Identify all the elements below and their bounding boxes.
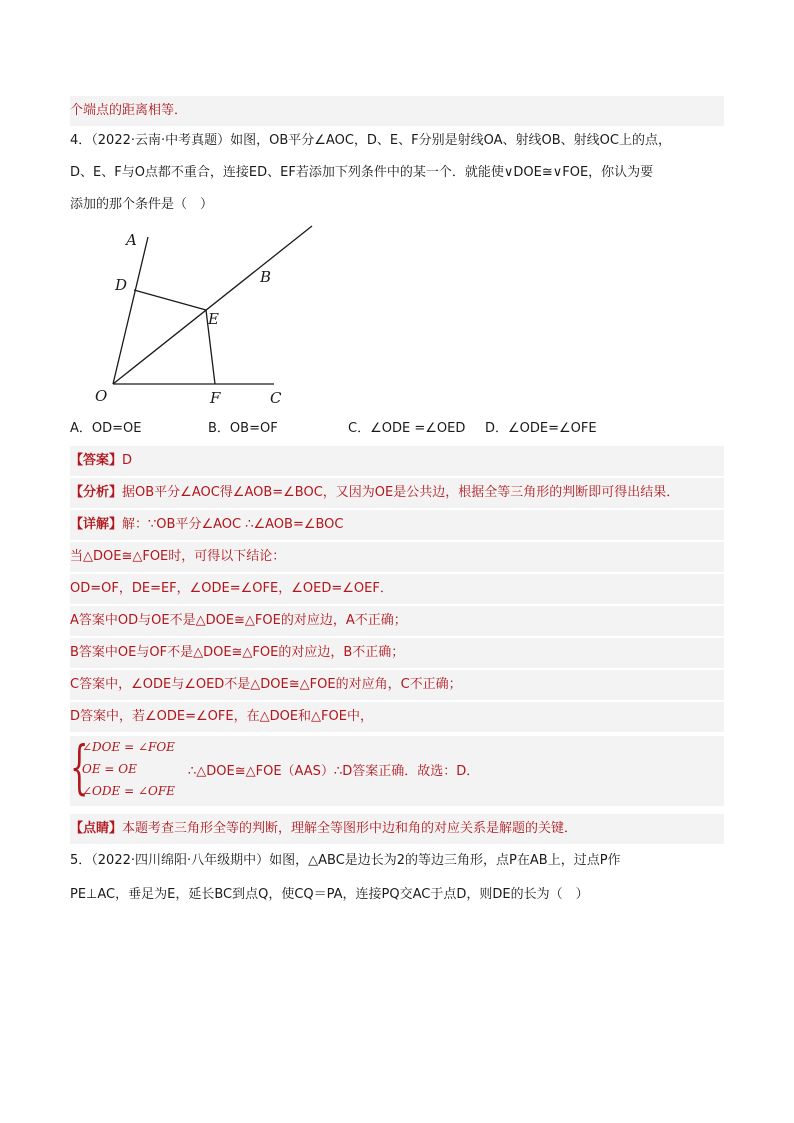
label-d: D [115,276,128,294]
detail-line: C答案中，∠ODE与∠OED不是△DOE≅△FOE的对应角，C不正确； [70,670,724,700]
comment-text: 本题考查三角形全等的判断，理解全等图形中边和角的对应关系是解题的关键． [122,821,578,836]
label-o: O [95,387,108,405]
label-b: B [260,268,272,286]
choice-d[interactable]: D．∠ODE=∠OFE [485,421,597,436]
left-brace: { [70,733,89,801]
system-row: OE = OE [82,762,137,776]
label-c: C [270,389,282,407]
detail-line: D答案中，若∠ODE=∠OFE，在△DOE和△FOE中， [70,702,724,732]
analysis-row [70,478,724,508]
comment-row [70,814,724,844]
q5-line-2: PE⊥AC，垂足为E，延长BC到点Q，使CQ＝PA，连接PQ交AC于点D，则DE的长为（ ） [70,887,589,902]
system-row: ∠DOE = ∠FOE [82,740,175,754]
analysis-tag: 【分析】 [70,485,123,500]
q5-line-1: 5．（2022·四川绵阳·八年级期中）如图，△ABC是边长为2的等边三角形，点P在AB上，过点P作 [70,853,621,868]
previous-solution-tail: 个端点的距离相等． [70,96,724,126]
segment-de [134,290,206,310]
ray-oa [113,237,148,384]
detail-row [70,510,724,540]
system-row: ∠ODE = ∠OFE [82,784,175,798]
choice-c[interactable]: C．∠ODE =∠OED [348,421,466,436]
detail-line: A答案中OD与OE不是△DOE≅△FOE的对应边，A不正确； [70,606,724,636]
q4-line-3: 添加的那个条件是（ ） [70,197,214,212]
comment-tag: 【点睛】 [70,821,123,836]
label-a: A [126,231,137,249]
q4-choices [70,415,724,443]
geometry-figure [86,224,326,414]
choice-b[interactable]: B．OB=OF [208,421,278,436]
detail-line: B答案中OE与OF不是△DOE≅△FOE的对应边，B不正确； [70,638,724,668]
choice-a[interactable]: A．OD=OE [70,421,142,436]
answer-row [70,446,724,476]
analysis-text: 据OB平分∠AOC得∠AOB=∠BOC，又因为OE是公共边，根据全等三角形的判断即可得出结果． [122,485,680,500]
label-e: E [208,310,219,328]
answer-value: D [122,453,133,468]
detail-tag: 【详解】 [70,517,123,532]
detail-intro: 解：∵OB平分∠AOC ∴∠AOB=∠BOC [122,517,344,532]
detail-line: OD=OF，DE=EF，∠ODE=∠OFE，∠OED=∠OEF． [70,574,724,604]
answer-tag: 【答案】 [70,453,123,468]
equation-system [70,733,724,806]
q4-line-2: D、E、F与O点都不重合，连接ED、EF若添加下列条件中的某一个．就能使∨DOE≅∨FOE，你认为要 [70,165,654,180]
label-f: F [210,389,221,407]
system-conclusion: ∴△DOE≅△FOE（AAS）∴D答案正确．故选：D． [188,764,480,779]
q4-line-1: 4．（2022·云南·中考真题）如图，OB平分∠AOC，D、E、F分别是射线OA、射线OB、射线OC上的点， [70,133,671,148]
detail-line: 当△DOE≅△FOE时，可得以下结论： [70,542,724,572]
